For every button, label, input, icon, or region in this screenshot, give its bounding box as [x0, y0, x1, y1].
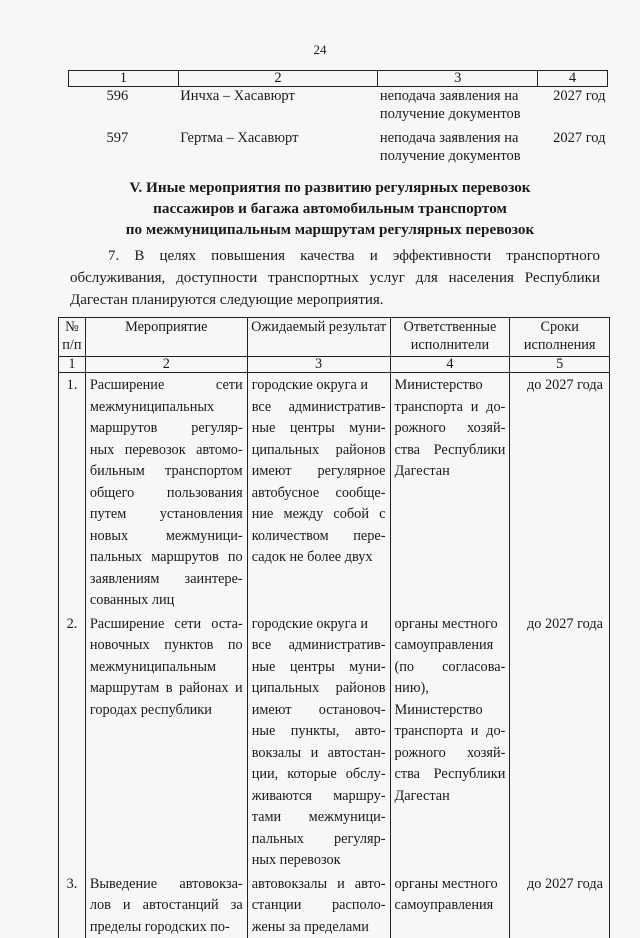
table-row: [69, 129, 608, 165]
execution-term: до 2027 года: [510, 872, 610, 938]
result-line: садок не более двух: [252, 547, 386, 569]
execution-term: до 2027 года: [510, 373, 610, 612]
table-row: [59, 373, 610, 612]
continuation-header-cell: 3: [378, 71, 538, 87]
result-line: автовокзалы и авто-: [252, 874, 386, 896]
measure-description: [85, 373, 247, 612]
header-executors: Ответственные исполнители: [390, 318, 510, 357]
measure-number: 3.: [59, 872, 86, 938]
expected-result: [247, 373, 390, 612]
reason-line: получение документов: [380, 147, 536, 165]
header-measure: Мероприятие: [85, 318, 247, 357]
page-number: 24: [0, 42, 640, 58]
result-line: ципальных районов: [252, 440, 386, 462]
measure-line: пальных маршрутов по: [90, 547, 243, 569]
reason-line: неподача заявления на: [380, 129, 536, 147]
executors-line: рожного хозяй-: [395, 418, 506, 440]
result-line: ные пункты, авто-: [252, 721, 386, 743]
result-line: имеют регулярное: [252, 461, 386, 483]
executors-line: самоуправления: [395, 895, 506, 917]
route-name: Инчха – Хасавюрт: [178, 87, 378, 130]
section-title: [60, 177, 600, 240]
executors-line: (по согласова-: [395, 657, 506, 679]
table-row: [69, 87, 608, 130]
executors-line: органы местного: [395, 874, 506, 896]
measures-header-row: [59, 318, 610, 357]
reason-line: неподача заявления на: [380, 87, 536, 105]
exclusion-year: 2027 год: [538, 87, 608, 130]
measure-line: Расширение сети оста-: [90, 614, 243, 636]
continuation-header-cell: 2: [178, 71, 378, 87]
result-line: количеством пере-: [252, 526, 386, 548]
result-line: имеют остановоч-: [252, 700, 386, 722]
continuation-header-cell: 1: [69, 71, 179, 87]
executors-line: Министерство: [395, 700, 506, 722]
result-line: ние между собой с: [252, 504, 386, 526]
continuation-table: [68, 70, 608, 165]
section-title-line: V. Иные мероприятия по развитию регулярных перевозок: [60, 177, 600, 198]
result-line: живаются маршру-: [252, 786, 386, 808]
measure-line: маршрутам в районах и: [90, 678, 243, 700]
header-term: Сроки исполнения: [510, 318, 610, 357]
responsible-executors: [390, 373, 510, 612]
body-paragraph: [70, 245, 600, 311]
result-line: ные центры муни-: [252, 657, 386, 679]
executors-line: Министерство: [395, 375, 506, 397]
column-number: 4: [390, 357, 510, 373]
responsible-executors: [390, 612, 510, 872]
section-title-line: по межмуниципальным маршрутам регулярных перевозок: [60, 219, 600, 240]
measure-line: лов и автостанций за: [90, 895, 243, 917]
result-line: все административ-: [252, 635, 386, 657]
measure-line: заявлениям заинтере-: [90, 569, 243, 591]
measure-line: путем установления: [90, 504, 243, 526]
table-row: [59, 612, 610, 872]
executors-line: самоуправления: [395, 635, 506, 657]
measures-table: [58, 317, 610, 938]
measure-line: Расширение сети: [90, 375, 243, 397]
executors-line: транспорта и до-: [395, 397, 506, 419]
execution-term: до 2027 года: [510, 612, 610, 872]
result-line: городские округа и: [252, 375, 386, 397]
measure-line: новочных пунктов по: [90, 635, 243, 657]
exclusion-reason: [378, 129, 538, 165]
result-line: ции, которые обслу-: [252, 764, 386, 786]
measure-number: 1.: [59, 373, 86, 612]
continuation-header-row: [69, 71, 608, 87]
expected-result: [247, 612, 390, 872]
column-number-row: [59, 357, 610, 373]
measure-description: [85, 612, 247, 872]
measure-line: ных перевозок автомо-: [90, 440, 243, 462]
executors-line: ства Республики: [395, 440, 506, 462]
responsible-executors: [390, 872, 510, 938]
continuation-header-cell: 4: [538, 71, 608, 87]
column-number: 2: [85, 357, 247, 373]
header-number: № п/п: [59, 318, 86, 357]
measure-number: 2.: [59, 612, 86, 872]
header-result: Ожидаемый результат: [247, 318, 390, 357]
measure-line: межмуниципальным: [90, 657, 243, 679]
measure-line: маршрутов регуляр-: [90, 418, 243, 440]
exclusion-year: 2027 год: [538, 129, 608, 165]
column-number: 5: [510, 357, 610, 373]
result-line: вокзалы и автостан-: [252, 743, 386, 765]
column-number: 3: [247, 357, 390, 373]
reason-line: получение документов: [380, 105, 536, 123]
measure-line: сованных лиц: [90, 590, 243, 612]
measure-description: [85, 872, 247, 938]
table-row: [59, 872, 610, 938]
result-line: ципальных районов: [252, 678, 386, 700]
measure-line: бильным транспортом: [90, 461, 243, 483]
measure-line: новых межмуници-: [90, 526, 243, 548]
executors-line: органы местного: [395, 614, 506, 636]
measure-line: Выведение автовокза-: [90, 874, 243, 896]
result-line: тами межмуници-: [252, 807, 386, 829]
column-number: 1: [59, 357, 86, 373]
route-number: 597: [69, 129, 179, 165]
route-name: Гертма – Хасавюрт: [178, 129, 378, 165]
exclusion-reason: [378, 87, 538, 130]
executors-line: рожного хозяй-: [395, 743, 506, 765]
result-line: жены за пределами: [252, 917, 386, 938]
section-title-line: пассажиров и багажа автомобильным транспортом: [60, 198, 600, 219]
measure-line: городах республики: [90, 700, 243, 722]
measure-line: межмуниципальных: [90, 397, 243, 419]
result-line: автобусное сообще-: [252, 483, 386, 505]
result-line: ных перевозок: [252, 850, 386, 872]
expected-result: [247, 872, 390, 938]
result-line: ные центры муни-: [252, 418, 386, 440]
measure-line: пределы городских по-: [90, 917, 243, 938]
executors-line: Дагестан: [395, 461, 506, 483]
measure-line: общего пользования: [90, 483, 243, 505]
route-number: 596: [69, 87, 179, 130]
executors-line: нию),: [395, 678, 506, 700]
executors-line: транспорта и до-: [395, 721, 506, 743]
result-line: городские округа и: [252, 614, 386, 636]
executors-line: ства Республики: [395, 764, 506, 786]
result-line: станции располо-: [252, 895, 386, 917]
paragraph-text: 7. В целях повышения качества и эффективности транспортного обслуживания, доступности транспортных услуг для населения Республики Дагестан планируются следующие мероприятия.: [70, 248, 600, 308]
result-line: пальных регуляр-: [252, 829, 386, 851]
executors-line: Дагестан: [395, 786, 506, 808]
result-line: все административ-: [252, 397, 386, 419]
